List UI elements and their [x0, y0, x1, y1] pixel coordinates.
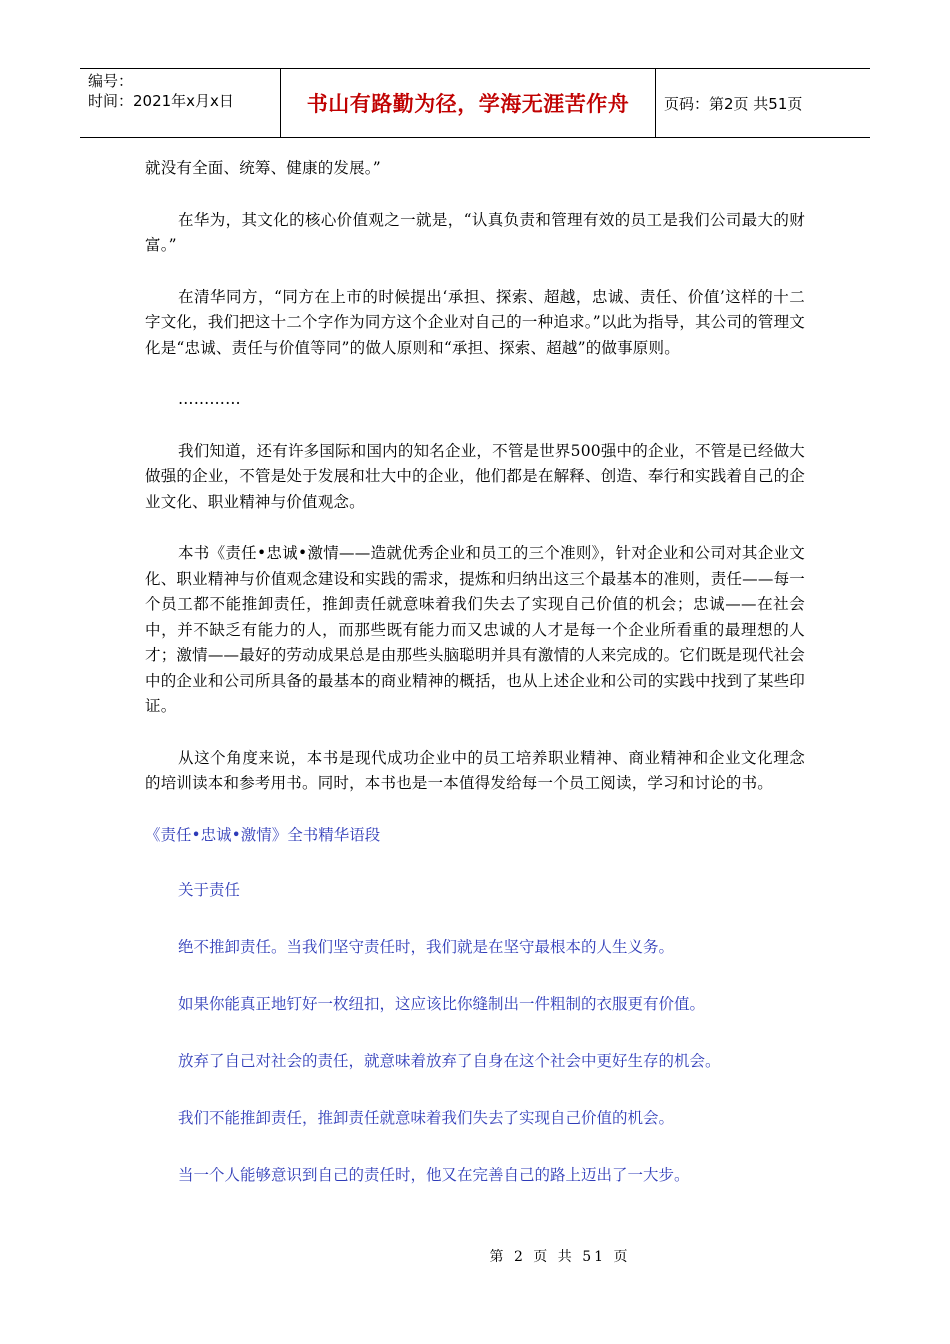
- paragraph-tsinghua-tongfang: 在清华同方，“同方在上市的时候提出‘承担、探索、超越，忠诚、责任、价值’这样的十二字文化，我们把这十二个字作为同方这个企业对自己的一种追求。”以此为指导，其公司的管理文化是“忠诚、责任与价值等同”的做人原则和“承担、探索、超越”的做事原则。: [145, 287, 805, 357]
- page-header: [80, 68, 870, 138]
- quote-item: 如果你能真正地钉好一枚纽扣，这应该比你缝制出一件粗制的衣服更有价值。: [178, 994, 706, 1013]
- page-footer: 第 2 页 共 51 页: [489, 1249, 631, 1265]
- number-label: 编号：: [88, 72, 134, 90]
- quote-item: 我们不能推卸责任，推卸责任就意味着我们失去了实现自己价值的机会。: [178, 1108, 675, 1127]
- paragraph-enterprises: 我们知道，还有许多国际和国内的知名企业，不管是世界500强中的企业，不管是已经做大做强的企业，不管是处于发展和壮大中的企业，他们都是在解释、创造、奉行和实践着自己的企业文化、职业精神与价值观念。: [145, 441, 805, 511]
- header-meta: [80, 69, 281, 137]
- document-body: [145, 156, 805, 1220]
- highlights-title: 《责任•忠诚•激情》全书精华语段: [145, 825, 381, 844]
- highlights-subtitle: 关于责任: [178, 880, 241, 899]
- header-page-info: 页码：第2页 共51页: [664, 94, 803, 113]
- paragraph-book-purpose: 从这个角度来说，本书是现代成功企业中的员工培养职业精神、商业精神和企业文化理念的培训读本和参考用书。同时，本书也是一本值得发给每一个员工阅读，学习和讨论的书。: [145, 748, 805, 792]
- paragraph-ellipsis: …………: [178, 390, 241, 408]
- quote-item: 绝不推卸责任。当我们坚守责任时，我们就是在坚守最根本的人生义务。: [178, 937, 675, 956]
- paragraph-book-intro: 本书《责任•忠诚•激情——造就优秀企业和员工的三个准则》，针对企业和公司对其企业文化、职业精神与价值观念建设和实践的需求，提炼和归纳出这三个最基本的准则，责任——每一个员工都不能推卸责任，推卸责任就意味着我们失去了实现自己价值的机会；忠诚——在社会中，并不缺乏有能力的人，而那些既有能力而又忠诚的人才是每一个企业所看重的最理想的人才；激情——最好的劳动成果总是由那些头脑聪明并具有激情的人来完成的。它们既是现代社会中的企业和公司所具备的最基本的商业精神的概括，也从上述企业和公司的实践中找到了某些印证。: [145, 544, 805, 715]
- paragraph-continuation: 就没有全面、统筹、健康的发展。”: [145, 159, 381, 177]
- quote-item: 当一个人能够意识到自己的责任时，他又在完善自己的路上迈出了一大步。: [178, 1165, 690, 1184]
- time-label: 时间：2021年x月x日: [88, 92, 234, 110]
- header-motto: 书山有路勤为径，学海无涯苦作舟: [281, 69, 656, 137]
- paragraph-huawei: 在华为，其文化的核心价值观之一就是，“认真负责和管理有效的员工是我们公司最大的财富。”: [145, 210, 805, 254]
- quote-item: 放弃了自己对社会的责任，就意味着放弃了自身在这个社会中更好生存的机会。: [178, 1051, 721, 1070]
